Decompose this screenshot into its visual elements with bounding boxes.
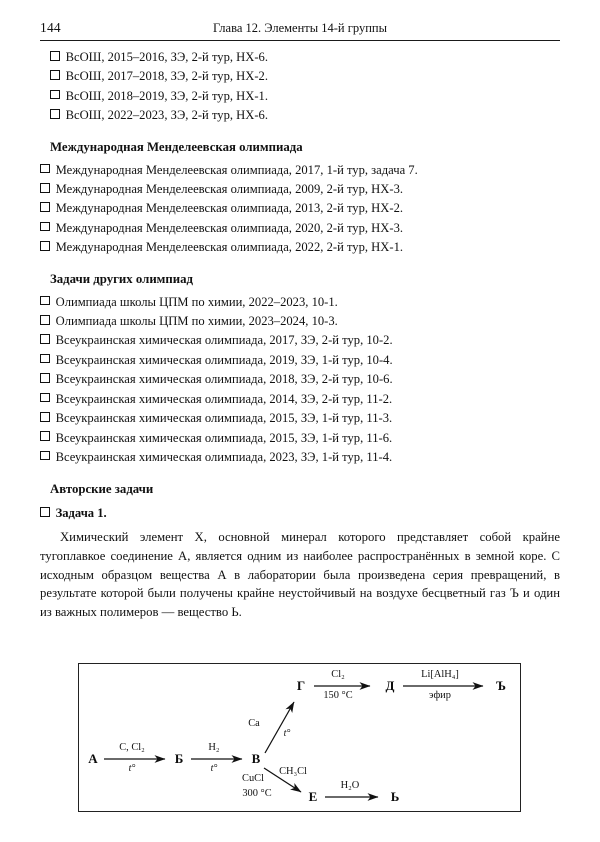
list-item bbox=[40, 448, 560, 467]
list-item-label: ВсОШ, 2015–2016, ЗЭ, 2-й тур, НХ-6. bbox=[65, 50, 269, 64]
list-item bbox=[40, 390, 560, 409]
checkbox-icon[interactable] bbox=[50, 109, 60, 119]
list-item bbox=[40, 351, 560, 370]
list-item-label: Всеукраинская химическая олимпиада, 2019, ЗЭ, 1-й тур, 10-4. bbox=[55, 352, 393, 367]
checkbox-icon[interactable] bbox=[40, 507, 50, 517]
checkbox-icon[interactable] bbox=[40, 202, 50, 212]
checkbox-icon[interactable] bbox=[40, 241, 50, 251]
list-item-label: Международная Менделеевская олимпиада, 2022, 2-й тур, НХ-1. bbox=[55, 240, 404, 255]
list-item-label: Олимпиада школы ЦПМ по химии, 2022–2023, 10-1. bbox=[55, 294, 338, 309]
list-item bbox=[40, 312, 560, 331]
scheme-node-hard: Ъ bbox=[496, 678, 506, 693]
mendeleev-list bbox=[40, 161, 560, 258]
checkbox-icon[interactable] bbox=[40, 393, 50, 403]
task-1-body: Химический элемент Х, основной минерал которого представляет собой крайне тугоплавкое соединение А, является одним из наиболее распространённых в земной коре. С исходным образцом вещества А в лаборатории была произведена серия превращений, в результате которой были получены крайне неустойчивый на воздухе бесцветный газ Ъ и один из важных полимеров — вещество Ь. bbox=[40, 530, 560, 619]
checkbox-icon[interactable] bbox=[40, 296, 50, 306]
checkbox-icon[interactable] bbox=[40, 431, 50, 441]
chapter-title: Глава 12. Элементы 14-й группы bbox=[213, 21, 387, 35]
list-item bbox=[40, 238, 560, 257]
list-item bbox=[40, 293, 560, 312]
other-olympiads-list bbox=[40, 293, 560, 468]
list-item bbox=[40, 429, 560, 448]
content-column bbox=[40, 48, 560, 621]
list-item-label: Всеукраинская химическая олимпиада, 2014, ЗЭ, 2-й тур, 11-2. bbox=[55, 391, 393, 406]
scheme-arrow-b-to-v-below: t° bbox=[210, 763, 218, 774]
scheme-arrow-v-to-e-below-1: CuCl bbox=[242, 773, 264, 784]
checkbox-icon[interactable] bbox=[50, 90, 60, 100]
list-item-label: Олимпиада школы ЦПМ по химии, 2023–2024, 10-3. bbox=[55, 314, 338, 329]
list-item-label: Международная Менделеевская олимпиада, 2009, 2-й тур, НХ-3. bbox=[55, 182, 404, 197]
scheme-node-b: Б bbox=[174, 751, 184, 766]
checkbox-icon[interactable] bbox=[40, 183, 50, 193]
checkbox-icon[interactable] bbox=[40, 354, 50, 364]
scheme-arrow-e-to-soft-above: H₂O bbox=[340, 780, 360, 791]
checkbox-icon[interactable] bbox=[40, 315, 50, 325]
scheme-arrow-a-to-b-above: C, Cl₂ bbox=[119, 742, 145, 753]
list-item bbox=[40, 370, 560, 389]
scheme-node-a: А bbox=[88, 751, 98, 766]
list-item bbox=[40, 219, 560, 238]
scheme-arrow-a-to-b-below: t° bbox=[128, 763, 136, 774]
section-heading-mendeleev: Международная Менделеевская олимпиада bbox=[50, 139, 303, 154]
scheme-arrow-v-to-g-below: t° bbox=[283, 728, 291, 739]
list-item-label: Всеукраинская химическая олимпиада, 2023, ЗЭ, 1-й тур, 11-4. bbox=[55, 449, 393, 464]
running-head bbox=[40, 20, 560, 42]
page-number: 144 bbox=[40, 20, 61, 35]
scheme-arrow-v-to-e-above: CH₃Cl bbox=[279, 766, 307, 777]
list-item bbox=[50, 48, 560, 67]
list-item-label: Всеукраинская химическая олимпиада, 2015, ЗЭ, 1-й тур, 11-3. bbox=[55, 411, 393, 426]
scheme-arrow-v-to-g-above: Ca bbox=[248, 718, 260, 729]
task-label: Задача 1. bbox=[55, 506, 107, 521]
list-item-label: ВсОШ, 2017–2018, ЗЭ, 2-й тур, НХ-2. bbox=[65, 69, 269, 84]
vsosh-list bbox=[50, 48, 560, 126]
section-heading-author-tasks: Авторские задачи bbox=[50, 482, 154, 497]
scheme-node-d: Д bbox=[385, 678, 395, 693]
scheme-arrow-g-to-d-above: Cl₂ bbox=[331, 669, 345, 680]
scheme-arrow-d-to-hard-above: Li[AlH₄] bbox=[421, 669, 459, 680]
list-item-label: ВсОШ, 2018–2019, ЗЭ, 2-й тур, НХ-1. bbox=[65, 88, 269, 103]
list-item bbox=[40, 199, 560, 218]
task-1-header bbox=[40, 504, 560, 523]
list-item bbox=[40, 331, 560, 350]
list-item bbox=[40, 409, 560, 428]
reaction-scheme-svg bbox=[79, 664, 520, 811]
list-item-label: ВсОШ, 2022–2023, ЗЭ, 2-й тур, НХ-6. bbox=[65, 108, 269, 123]
list-item-label: Международная Менделеевская олимпиада, 2020, 2-й тур, НХ-3. bbox=[55, 220, 404, 235]
list-item bbox=[40, 180, 560, 199]
checkbox-icon[interactable] bbox=[40, 412, 50, 422]
scheme-node-e: Е bbox=[308, 789, 318, 804]
scheme-arrow-d-to-hard-below: эфир bbox=[429, 690, 451, 701]
list-item bbox=[50, 106, 560, 125]
checkbox-icon[interactable] bbox=[40, 334, 50, 344]
scheme-node-soft: Ь bbox=[390, 789, 400, 804]
list-item bbox=[50, 87, 560, 106]
list-item-label: Международная Менделеевская олимпиада, 2017, 1-й тур, задача 7. bbox=[55, 162, 418, 177]
list-item-label: Международная Менделеевская олимпиада, 2013, 2-й тур, НХ-2. bbox=[55, 201, 404, 216]
scheme-arrow-b-to-v-above: H₂ bbox=[208, 742, 220, 753]
list-item bbox=[50, 67, 560, 86]
section-heading-other: Задачи других олимпиад bbox=[50, 271, 194, 286]
reaction-scheme-box bbox=[78, 663, 521, 812]
checkbox-icon[interactable] bbox=[40, 164, 50, 174]
scheme-arrow-v-to-e-below-2: 300 °C bbox=[242, 788, 272, 799]
checkbox-icon[interactable] bbox=[50, 51, 60, 61]
header-rule bbox=[40, 40, 560, 41]
scheme-node-v: В bbox=[251, 751, 261, 766]
scheme-arrow-g-to-d-below: 150 °C bbox=[323, 690, 353, 701]
checkbox-icon[interactable] bbox=[40, 373, 50, 383]
list-item bbox=[40, 161, 560, 180]
list-item-label: Всеукраинская химическая олимпиада, 2017, ЗЭ, 2-й тур, 10-2. bbox=[55, 333, 393, 348]
list-item-label: Всеукраинская химическая олимпиада, 2018, ЗЭ, 2-й тур, 10-6. bbox=[55, 372, 393, 387]
checkbox-icon[interactable] bbox=[40, 222, 50, 232]
checkbox-icon[interactable] bbox=[50, 70, 60, 80]
checkbox-icon[interactable] bbox=[40, 451, 50, 461]
list-item-label: Всеукраинская химическая олимпиада, 2015, ЗЭ, 1-й тур, 11-6. bbox=[55, 430, 393, 445]
scheme-node-g: Г bbox=[296, 678, 306, 693]
